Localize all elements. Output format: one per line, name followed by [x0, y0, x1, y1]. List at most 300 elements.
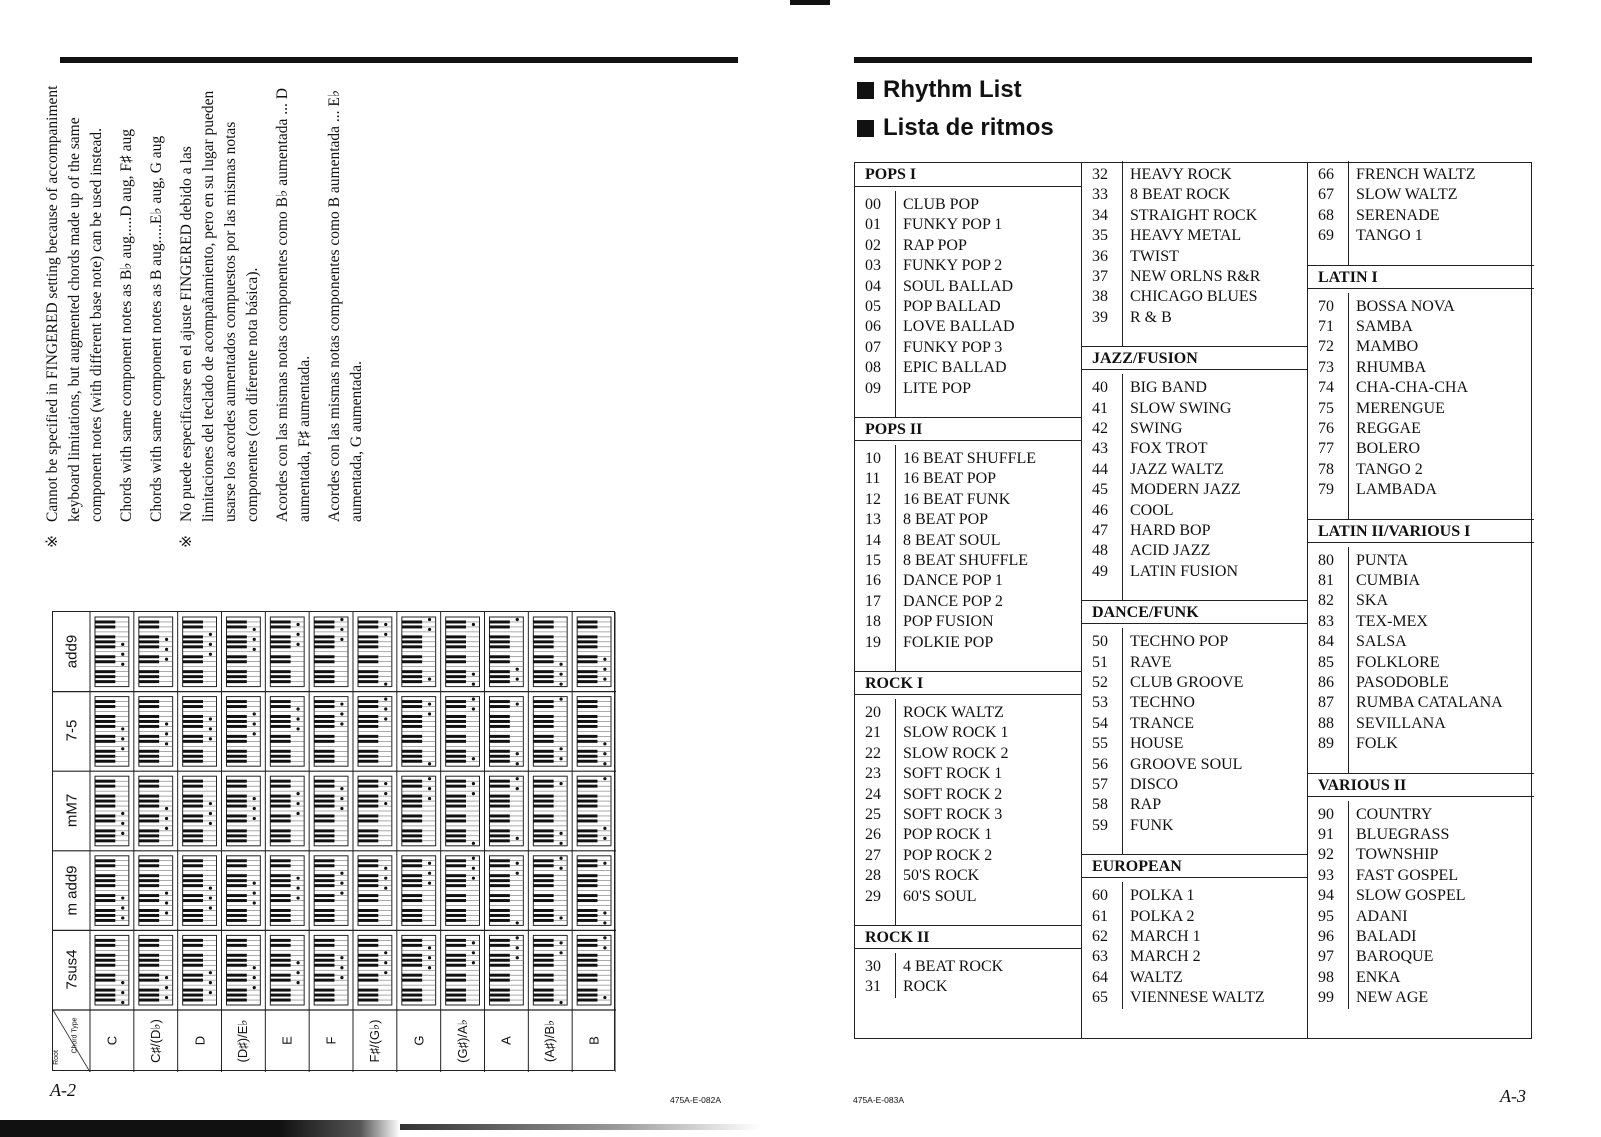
chord-note-dot	[165, 986, 168, 989]
black-key	[270, 780, 290, 783]
black-key	[95, 919, 115, 922]
black-key	[358, 640, 378, 643]
rhythm-name: MERENGUE	[1356, 399, 1445, 417]
rhythm-number: 19	[865, 633, 881, 651]
black-key	[227, 954, 247, 957]
black-key	[358, 740, 378, 743]
rhythm-name: SLOW ROCK 1	[903, 724, 1009, 742]
chord-note-dot	[472, 792, 475, 795]
black-key	[139, 750, 159, 753]
black-key	[270, 989, 290, 992]
black-key	[227, 655, 247, 658]
black-key	[314, 879, 334, 882]
rhythm-name: POLKA 2	[1130, 907, 1195, 925]
black-key	[402, 725, 422, 728]
chord-note-dot	[165, 976, 168, 979]
black-key	[139, 640, 159, 643]
black-key	[314, 715, 334, 718]
black-key	[533, 725, 553, 728]
note-es-text: No puede especificarse en el ajuste FINGERED debido a las limitaciones del teclado de acompañamiento, pero en su lugar pueden usarse los acordes aumentados compuestos por las mismas notas componentes (con diferente nota básica).	[178, 90, 261, 522]
black-key	[139, 725, 159, 728]
black-key	[139, 909, 159, 912]
rhythm-name: VIENNESE WALTZ	[1130, 989, 1265, 1007]
black-key	[139, 715, 159, 718]
black-key	[183, 805, 203, 808]
black-key	[270, 834, 290, 837]
rhythm-item	[1082, 226, 1308, 246]
black-key	[139, 899, 159, 902]
rhythm-item	[855, 571, 1081, 591]
scan-bar-bottom-2	[400, 1124, 760, 1130]
category-title: LATIN I	[1308, 265, 1534, 289]
black-key	[446, 874, 466, 877]
black-key	[402, 964, 422, 967]
black-key	[402, 864, 422, 867]
rhythm-item	[855, 612, 1081, 632]
black-key	[227, 914, 247, 917]
rhythm-name: BLUEGRASS	[1356, 826, 1450, 843]
rhythm-name: POP ROCK 1	[903, 826, 993, 844]
black-key	[577, 740, 597, 743]
black-key	[577, 655, 597, 658]
chord-note-dot	[516, 618, 519, 621]
chord-note-dot	[253, 901, 256, 904]
black-key	[227, 755, 247, 758]
rhythm-number: 87	[1318, 694, 1334, 712]
rhythm-name: FOLKIE POP	[903, 633, 994, 651]
chord-note-dot	[428, 712, 431, 715]
black-key	[314, 805, 334, 808]
rhythm-number: 71	[1318, 318, 1334, 335]
rhythm-number: 68	[1318, 206, 1334, 224]
rhythm-number: 80	[1318, 551, 1334, 569]
rhythm-number: 12	[865, 490, 881, 508]
rhythm-number: 70	[1318, 297, 1334, 315]
chord-note-dot	[428, 966, 431, 969]
rhythm-item	[1082, 755, 1308, 775]
chord-keyboard	[314, 856, 348, 926]
chord-keyboard	[358, 935, 392, 1005]
black-key	[270, 670, 290, 673]
black-key	[402, 625, 422, 628]
rhythm-name: REGGAE	[1356, 420, 1421, 437]
rhythm-name: BIG BAND	[1130, 379, 1207, 397]
chord-note-dot	[428, 862, 431, 865]
rhythm-number: 66	[1318, 166, 1334, 183]
chord-note-dot	[428, 628, 431, 631]
rhythm-name: CLUB GROOVE	[1130, 674, 1244, 691]
black-key	[227, 979, 247, 982]
rhythm-name: 4 BEAT ROCK	[903, 958, 1004, 975]
black-key	[446, 660, 466, 663]
rhythm-item	[855, 236, 1081, 256]
black-key	[577, 979, 597, 982]
black-key	[183, 715, 203, 718]
rhythm-name: HARD BOP	[1130, 522, 1211, 539]
black-key	[314, 645, 334, 648]
rhythm-item	[1082, 816, 1308, 836]
rhythm-item	[855, 449, 1081, 469]
black-key	[183, 680, 203, 683]
chord-note-dot	[428, 678, 431, 681]
root-label: B	[586, 1036, 602, 1045]
black-key	[402, 705, 422, 708]
chord-keyboard	[446, 856, 480, 926]
rhythm-name: RHUMBA	[1356, 358, 1427, 376]
black-key	[577, 785, 597, 788]
black-key	[270, 959, 290, 962]
black-key	[577, 645, 597, 648]
rhythm-name: COUNTRY	[1356, 805, 1433, 823]
chord-note-dot	[559, 747, 562, 750]
chord-note-dot	[472, 842, 475, 845]
black-key	[358, 954, 378, 957]
black-key	[270, 864, 290, 867]
black-key	[533, 919, 553, 922]
black-key	[358, 819, 378, 822]
rhythm-item	[855, 977, 1081, 997]
rhythm-item	[1082, 308, 1308, 328]
root-label: (D♯)/E♭	[235, 1019, 251, 1063]
chord-keyboard	[95, 617, 129, 687]
chord-note-dot	[559, 782, 562, 785]
black-key	[446, 989, 466, 992]
black-key	[95, 700, 115, 703]
black-key	[95, 864, 115, 867]
chord-type-label: add9	[63, 634, 80, 668]
black-key	[358, 834, 378, 837]
rhythm-item	[1308, 399, 1534, 419]
black-key	[358, 894, 378, 897]
rhythm-item	[1082, 632, 1308, 652]
category-title: DANCE/FUNK	[1082, 600, 1308, 624]
black-key	[490, 680, 510, 683]
black-key	[446, 829, 466, 832]
chord-note-dot	[121, 643, 124, 646]
black-key	[490, 635, 510, 638]
black-key	[95, 675, 115, 678]
rhythm-item	[855, 338, 1081, 358]
rhythm-item	[855, 785, 1081, 805]
black-key	[95, 725, 115, 728]
root-label: E	[279, 1036, 295, 1045]
black-key	[183, 859, 203, 862]
chord-keyboard	[577, 776, 611, 846]
chord-note-dot	[296, 643, 299, 646]
chord-note-dot	[209, 887, 212, 890]
black-key	[95, 780, 115, 783]
rhythm-item	[1082, 673, 1308, 693]
black-key	[95, 884, 115, 887]
black-key	[139, 894, 159, 897]
category-title: ROCK I	[855, 671, 1081, 695]
black-key	[95, 989, 115, 992]
black-key	[402, 795, 422, 798]
chord-note-dot	[603, 862, 606, 865]
rhythm-item	[1308, 693, 1534, 713]
black-key	[533, 785, 553, 788]
rhythm-name: TANGO 2	[1356, 460, 1423, 478]
category-title: VARIOUS II	[1308, 773, 1534, 797]
black-key	[358, 964, 378, 967]
black-key	[577, 939, 597, 942]
black-key	[577, 635, 597, 638]
black-key	[533, 720, 553, 723]
chord-keyboard	[95, 697, 129, 767]
chord-note-dot	[516, 678, 519, 681]
chord-note-dot	[384, 971, 387, 974]
black-key	[402, 914, 422, 917]
chord-note-dot	[603, 777, 606, 780]
black-key	[533, 989, 553, 992]
black-key	[227, 635, 247, 638]
rhythm-number: 58	[1092, 796, 1108, 814]
black-key	[490, 899, 510, 902]
rhythm-name: DISCO	[1130, 776, 1179, 793]
chord-note-dot	[165, 732, 168, 735]
black-key	[490, 999, 510, 1002]
black-key	[402, 660, 422, 663]
chord-note-dot	[253, 732, 256, 735]
black-key	[446, 680, 466, 683]
chord-note-dot	[603, 936, 606, 939]
rhythm-name: BOSSA NOVA	[1356, 297, 1455, 315]
chord-note-dot	[428, 762, 431, 765]
rhythm-item	[855, 846, 1081, 866]
chord-note-dot	[253, 797, 256, 800]
rhythm-number: 37	[1092, 268, 1108, 285]
rhythm-item	[1308, 886, 1534, 906]
rhythm-name: HEAVY METAL	[1130, 227, 1242, 245]
black-key	[577, 974, 597, 977]
rhythm-number: 50	[1092, 633, 1108, 651]
black-key	[183, 944, 203, 947]
chord-note-dot	[516, 668, 519, 671]
chord-note-dot	[340, 638, 343, 641]
rhythm-name: ROCK	[903, 978, 948, 996]
black-key	[314, 660, 334, 663]
black-key	[490, 974, 510, 977]
rhythm-number: 47	[1092, 522, 1108, 539]
black-key	[446, 944, 466, 947]
rhythm-number: 60	[1092, 887, 1108, 905]
black-key	[139, 859, 159, 862]
black-key	[95, 914, 115, 917]
rhythm-name: SKA	[1356, 592, 1389, 610]
black-key	[183, 725, 203, 728]
black-key	[227, 785, 247, 788]
black-key	[227, 670, 247, 673]
rhythm-name: LITE POP	[903, 379, 971, 397]
rhythm-item	[1308, 165, 1534, 185]
chord-keyboard	[358, 776, 392, 846]
black-key	[402, 874, 422, 877]
rhythm-item	[1082, 185, 1308, 205]
rhythm-name: SOFT ROCK 1	[903, 765, 1003, 783]
chord-note-dot	[165, 891, 168, 894]
black-key	[402, 780, 422, 783]
black-key	[402, 959, 422, 962]
black-key	[490, 944, 510, 947]
black-key	[227, 675, 247, 678]
black-key	[270, 625, 290, 628]
rhythm-number: 42	[1092, 420, 1108, 437]
black-key	[227, 700, 247, 703]
black-key	[446, 720, 466, 723]
chord-keyboard	[577, 697, 611, 767]
black-key	[270, 939, 290, 942]
black-key	[183, 964, 203, 967]
rhythm-item	[1308, 317, 1534, 337]
black-key	[183, 974, 203, 977]
chord-keyboard	[227, 856, 261, 926]
rhythm-item	[1308, 714, 1534, 734]
black-key	[577, 660, 597, 663]
black-key	[95, 805, 115, 808]
black-key	[95, 899, 115, 902]
rhythm-number: 10	[865, 450, 881, 467]
chord-keyboard	[139, 935, 173, 1005]
black-key	[402, 680, 422, 683]
black-key	[183, 894, 203, 897]
scan-mark-top	[790, 0, 830, 5]
chord-keyboard	[490, 617, 524, 687]
black-key	[577, 725, 597, 728]
chord-keyboard	[533, 856, 567, 926]
black-key	[183, 874, 203, 877]
black-key	[446, 979, 466, 982]
black-key	[490, 919, 510, 922]
chord-note-dot	[428, 882, 431, 885]
black-key	[183, 834, 203, 837]
number-divider	[1122, 374, 1123, 600]
square-bullet-icon	[857, 120, 874, 137]
rhythm-item	[1082, 693, 1308, 713]
black-key	[577, 839, 597, 842]
rhythm-item	[855, 744, 1081, 764]
rhythm-number: 69	[1318, 227, 1334, 245]
chord-keyboard	[314, 935, 348, 1005]
black-key	[227, 750, 247, 753]
black-key	[227, 999, 247, 1002]
rhythm-number: 94	[1318, 887, 1334, 905]
black-key	[533, 780, 553, 783]
rhythm-number: 53	[1092, 694, 1108, 712]
rhythm-name: CLUB POP	[903, 196, 980, 213]
black-key	[533, 645, 553, 648]
category-title: ROCK II	[855, 925, 1081, 949]
black-key	[490, 760, 510, 763]
chord-keyboard	[139, 856, 173, 926]
chord-note-dot	[516, 956, 519, 959]
black-key	[183, 750, 203, 753]
rhythm-number: 83	[1318, 612, 1334, 630]
black-key	[446, 864, 466, 867]
rhythm-number: 41	[1092, 399, 1108, 417]
chord-note-dot	[603, 762, 606, 765]
rhythm-name: LOVE BALLAD	[903, 318, 1015, 336]
black-key	[183, 839, 203, 842]
black-key	[270, 645, 290, 648]
note-es-line3: Acordes con las mismas notas componentes como B aumentada ... E♭ aumentada, G aumentada.	[326, 89, 365, 522]
root-label: G	[411, 1035, 427, 1046]
black-key	[533, 620, 553, 623]
black-key	[402, 899, 422, 902]
rhythm-name: CUMBIA	[1356, 572, 1421, 589]
chord-note-dot	[165, 722, 168, 725]
rhythm-number: 03	[865, 257, 881, 275]
rhythm-item	[1308, 297, 1534, 317]
rhythm-number: 81	[1318, 572, 1334, 589]
chord-note-dot	[165, 817, 168, 820]
chord-note-dot	[384, 887, 387, 890]
rhythm-item	[1308, 612, 1534, 632]
chord-note-dot	[384, 697, 387, 700]
chord-note-dot	[253, 882, 256, 885]
black-key	[358, 680, 378, 683]
black-key	[227, 894, 247, 897]
number-divider	[1122, 628, 1123, 854]
black-key	[95, 680, 115, 683]
chord-note-dot	[296, 633, 299, 636]
chord-note-dot	[516, 837, 519, 840]
black-key	[402, 700, 422, 703]
black-key	[577, 884, 597, 887]
black-key	[139, 700, 159, 703]
black-key	[227, 974, 247, 977]
black-key	[533, 959, 553, 962]
black-key	[402, 974, 422, 977]
black-key	[227, 800, 247, 803]
chord-note-dot	[340, 807, 343, 810]
black-key	[227, 680, 247, 683]
chord-note-dot	[340, 618, 343, 621]
chord-note-dot	[165, 807, 168, 810]
chord-note-dot	[165, 648, 168, 651]
chord-note-dot	[209, 802, 212, 805]
chord-grid	[53, 612, 616, 1072]
chord-note-dot	[603, 996, 606, 999]
rhythm-name: CHA-CHA-CHA	[1356, 379, 1468, 397]
black-key	[402, 655, 422, 658]
black-key	[139, 819, 159, 822]
rhythm-name: COOL	[1130, 501, 1174, 519]
rhythm-number: 11	[865, 470, 881, 488]
black-key	[490, 959, 510, 962]
chord-note-dot	[472, 673, 475, 676]
rhythm-number: 51	[1092, 653, 1108, 671]
black-key	[358, 620, 378, 623]
chord-keyboard	[490, 776, 524, 846]
rhythm-item	[1308, 378, 1534, 398]
black-key	[358, 979, 378, 982]
chord-note-dot	[121, 822, 124, 825]
black-key	[95, 959, 115, 962]
black-key	[490, 994, 510, 997]
black-key	[270, 640, 290, 643]
rhythm-number: 72	[1318, 338, 1334, 356]
rhythm-item	[1082, 460, 1308, 480]
black-key	[183, 979, 203, 982]
black-key	[95, 740, 115, 743]
chord-note-dot	[384, 707, 387, 710]
rhythm-name: POP BALLAD	[903, 298, 1001, 315]
black-key	[577, 780, 597, 783]
black-key	[533, 974, 553, 977]
chord-note-dot	[603, 742, 606, 745]
black-key	[402, 675, 422, 678]
black-key	[533, 655, 553, 658]
